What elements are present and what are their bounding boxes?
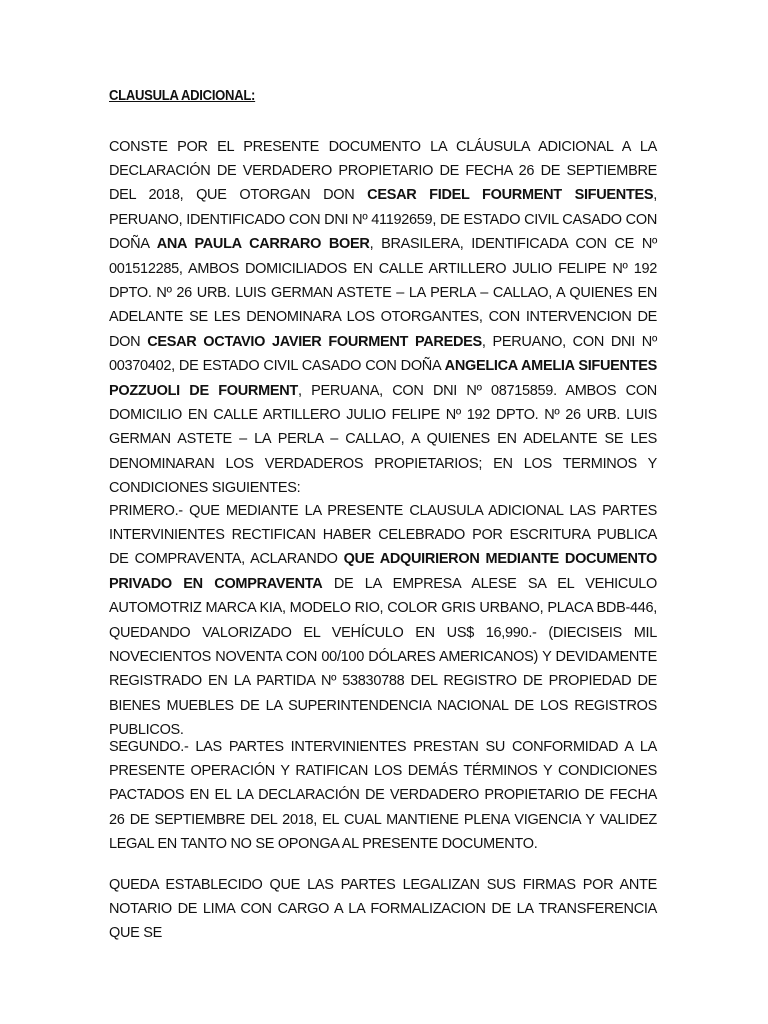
text-run: , BRASILERA, IDENTIFICADA CON CE Nº 001512285, AMBOS DOMICILIADOS EN CALLE ARTILLERO JULIO FELIPE Nº 192 DPTO. Nº 26 URB. LUIS GERMAN ASTETE – LA PERLA – CALLAO, A QUIENES EN ADELANTE SE LES DENOMINARA LOS OTORGANTES, CON INTERVENCION DE DON bbox=[109, 236, 657, 350]
paragraph-segundo bbox=[109, 735, 657, 857]
text-run: PRIMERO.- QUE MEDIANTE LA PRESENTE CLAUSULA ADICIONAL LAS PARTES INTERVINIENTES RECTIFICAN HABER CELEBRADO POR ESCRITURA PUBLICA DE COMPRAVENTA, ACLARANDO bbox=[109, 502, 657, 568]
text-run: QUEDA ESTABLECIDO QUE LAS PARTES LEGALIZAN SUS FIRMAS POR ANTE NOTARIO DE LIMA CON CARGO A LA FORMALIZACION DE LA TRANSFERENCIA QUE SE bbox=[109, 876, 657, 942]
document-heading: CLAUSULA ADICIONAL: bbox=[109, 88, 256, 104]
text-run: CONSTE POR EL PRESENTE DOCUMENTO LA CLÁUSULA ADICIONAL A LA DECLARACIÓN DE VERDADERO PROPIETARIO DE FECHA 26 DE SEPTIEMBRE DEL 2018, QUE OTORGAN DON bbox=[109, 138, 657, 204]
paragraph-closing bbox=[109, 873, 657, 946]
bold-text-run: QUE ADQUIRIERON MEDIANTE DOCUMENTO PRIVADO EN COMPRAVENTA bbox=[109, 551, 657, 592]
bold-text-run: CESAR OCTAVIO JAVIER FOURMENT PAREDES bbox=[147, 333, 482, 350]
bold-text-run: ANA PAULA CARRARO BOER bbox=[156, 236, 370, 253]
text-run: , PERUANA, CON DNI Nº 08715859. AMBOS CON DOMICILIO EN CALLE ARTILLERO JULIO FELIPE Nº 192 DPTO. Nº 26 URB. LUIS GERMAN ASTETE – LA PERLA – CALLAO, A QUIENES EN ADELANTE SE LES DENOMINARAN LOS VERDADEROS PROPIETARIOS; EN LOS TERMINOS Y CONDICIONES SIGUIENTES: bbox=[109, 382, 657, 497]
bold-text-run: ANGELICA AMELIA SIFUENTES POZZUOLI DE FOURMENT bbox=[109, 358, 657, 399]
text-run: SEGUNDO.- LAS PARTES INTERVINIENTES PRESTAN SU CONFORMIDAD A LA PRESENTE OPERACIÓN Y RATIFICAN LOS DEMÁS TÉRMINOS Y CONDICIONES PACTADOS EN EL LA DECLARACIÓN DE VERDADERO PROPIETARIO DE FECHA 26 DE SEPTIEMBRE DEL 2018, EL CUAL MANTIENE PLENA VIGENCIA Y VALIDEZ LEGAL EN TANTO NO SE OPONGA AL PRESENTE DOCUMENTO. bbox=[109, 738, 657, 853]
text-run: DE LA EMPRESA ALESE SA EL VEHICULO AUTOMOTRIZ MARCA KIA, MODELO RIO, COLOR GRIS URBANO, PLACA BDB-446, QUEDANDO VALORIZADO EL VEHÍCULO EN US$ 16,990.- (DIECISEIS MIL NOVECIENTOS NOVENTA CON 00/100 DÓLARES AMERICANOS) Y DEVIDAMENTE REGISTRADO EN LA PARTIDA Nº 53830788 DEL REGISTRO DE PROPIEDAD DE BIENES MUEBLES DE LA SUPERINTENDENCIA NACIONAL DE LOS REGISTROS PUBLICOS. bbox=[109, 575, 657, 739]
paragraph-intro bbox=[109, 135, 657, 501]
paragraph-primero bbox=[109, 499, 657, 743]
text-run: , PERUANO, CON DNI Nº 00370402, DE ESTADO CIVIL CASADO CON DOÑA bbox=[109, 333, 657, 375]
text-run: , PERUANO, IDENTIFICADO CON DNI Nº 41192659, DE ESTADO CIVIL CASADO CON DOÑA bbox=[109, 187, 657, 253]
bold-text-run: CESAR FIDEL FOURMENT SIFUENTES bbox=[367, 187, 654, 204]
